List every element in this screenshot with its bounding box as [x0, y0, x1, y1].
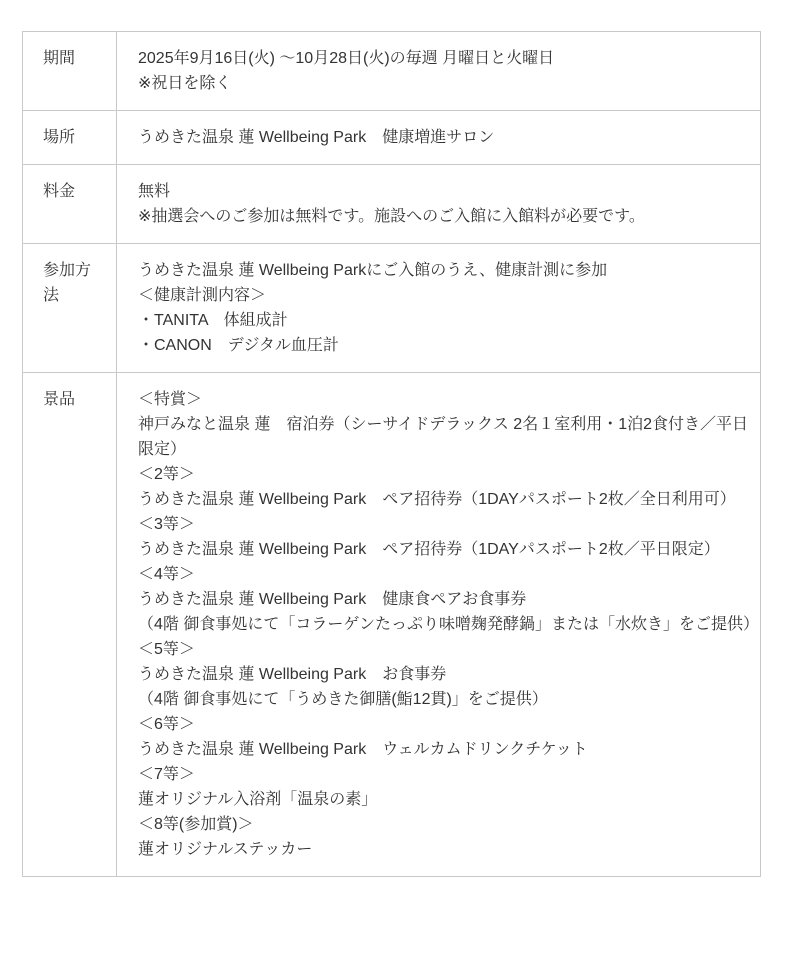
row-content: [117, 244, 761, 373]
row-content: [117, 111, 761, 165]
event-info-table-body: [23, 32, 761, 877]
text-line: うめきた温泉 蓮 Wellbeing Park ウェルカムドリンクチケット: [138, 741, 588, 758]
row-label: 料金: [23, 165, 117, 244]
text-line: ※抽選会へのご参加は無料です。施設へのご入館に入館料が必要です。: [138, 208, 645, 225]
text-line: うめきた温泉 蓮 Wellbeing Park ペア招待券（1DAYパスポート2枚／平日限定）: [138, 541, 720, 558]
text-line: 無料: [138, 183, 171, 200]
text-line: うめきた温泉 蓮 Wellbeing Parkにご入館のうえ、健康計測に参加: [138, 262, 608, 279]
text-line: うめきた温泉 蓮 Wellbeing Park ペア招待券（1DAYパスポート2枚／全日利用可）: [138, 491, 736, 508]
text-line: ＜健康計測内容＞: [138, 287, 267, 304]
event-info-table: [22, 31, 761, 877]
text-line: うめきた温泉 蓮 Wellbeing Park 健康増進サロン: [138, 129, 495, 146]
text-line: ＜2等＞: [138, 466, 195, 483]
text-line: 神戸みなと温泉 蓮 宿泊券（シーサイドデラックス 2名１室利用・1泊2食付き／平日限定）: [138, 416, 748, 458]
row-location: [23, 111, 761, 165]
text-line: うめきた温泉 蓮 Wellbeing Park お食事券: [138, 666, 447, 683]
text-line: ＜5等＞: [138, 641, 195, 658]
row-content: [117, 373, 761, 877]
row-label: 景品: [23, 373, 117, 877]
row-content: [117, 165, 761, 244]
text-line: （4階 御食事処にて「コラーゲンたっぷり味噌麹発酵鍋」または「水炊き」をご提供）: [138, 616, 760, 633]
text-line: ・TANITA 体組成計: [138, 312, 288, 329]
text-line: うめきた温泉 蓮 Wellbeing Park 健康食ペアお食事券: [138, 591, 527, 608]
text-line: ＜7等＞: [138, 766, 195, 783]
row-content: [117, 32, 761, 111]
text-line: 蓮オリジナル入浴剤「温泉の素」: [138, 791, 378, 808]
row-prizes: [23, 373, 761, 877]
text-line: ＜8等(参加賞)＞: [138, 816, 254, 833]
row-label: 場所: [23, 111, 117, 165]
text-line: 2025年9月16日(火) ～10月28日(火)の毎週 月曜日と火曜日: [138, 50, 555, 67]
row-label: 期間: [23, 32, 117, 111]
row-period: [23, 32, 761, 111]
text-line: ※祝日を除く: [138, 75, 232, 92]
row-participation: [23, 244, 761, 373]
text-line: ＜6等＞: [138, 716, 195, 733]
row-label: 参加方法: [23, 244, 117, 373]
text-line: ＜特賞＞: [138, 391, 203, 408]
text-line: ・CANON デジタル血圧計: [138, 337, 339, 354]
text-line: ＜4等＞: [138, 566, 195, 583]
row-fee: [23, 165, 761, 244]
text-line: 蓮オリジナルステッカー: [138, 841, 313, 858]
text-line: （4階 御食事処にて「うめきた御膳(鮨12貫)」をご提供）: [138, 691, 548, 708]
text-line: ＜3等＞: [138, 516, 195, 533]
